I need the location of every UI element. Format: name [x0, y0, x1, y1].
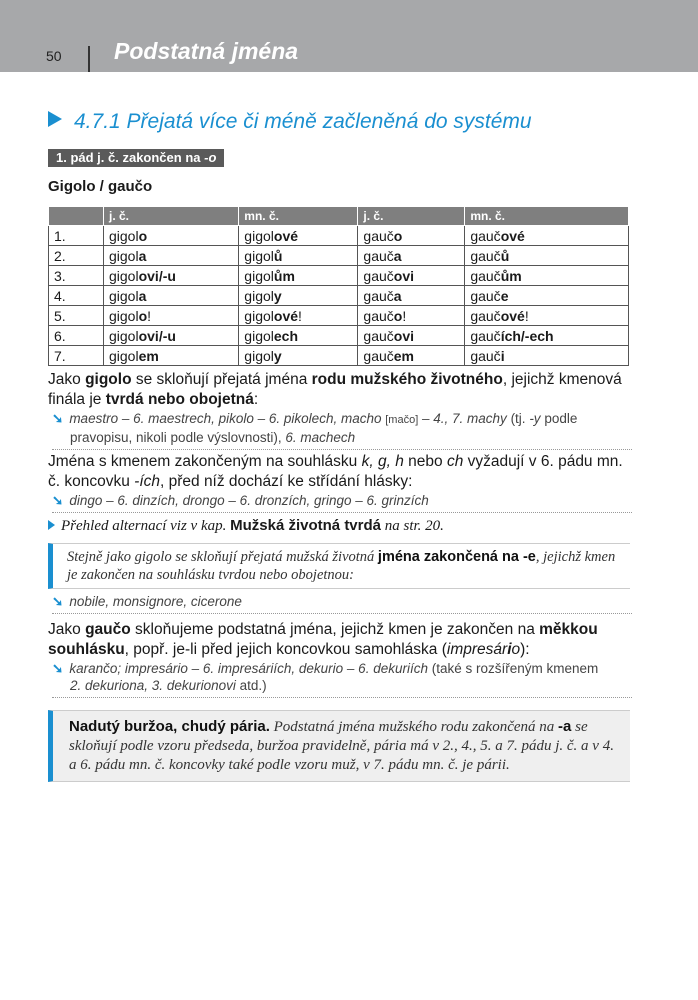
- case-tag-suffix: -o: [204, 150, 217, 165]
- example-line: nobile, monsignore, cicerone: [69, 594, 242, 609]
- table-header-row: [49, 207, 629, 226]
- note-box-a-ending: Nadutý buržoa, chudý pária. Podstatná jména mužského rodu zakončená na -a se skloňují podle vzoru předseda, buržoa pravidelně, pária má v 2., 4., 5. a 7. pádu j. č. a v 4. a 6. pádu mn. č. koncovky také podle vzoru muž, v 7. pádu mn. č. je párii.: [48, 710, 630, 782]
- arrow-icon: ➘: [52, 594, 64, 609]
- case-number-cell: 7.: [49, 346, 104, 366]
- case-number-cell: 6.: [49, 326, 104, 346]
- section-heading: [48, 110, 532, 134]
- paragraph-gigolo: Jako gigolo se skloňují přejatá jména rodu mužského životného, jejichž kmenová finála je tvrdá nebo obojetná:: [48, 371, 622, 408]
- table-cell: gigoly: [239, 286, 358, 306]
- table-cell: gaučů: [465, 246, 629, 266]
- table-cell: gaučích/-ech: [465, 326, 629, 346]
- table-header-cell: j. č.: [358, 207, 465, 226]
- table-row: [49, 226, 629, 246]
- table-row: [49, 346, 629, 366]
- table-cell: gauča: [358, 246, 465, 266]
- table-cell: gaučové: [465, 226, 629, 246]
- table-row: [49, 326, 629, 346]
- cross-reference-text: Přehled alternací viz v kap. Mužská životná tvrdá na str. 20.: [61, 517, 444, 534]
- table-cell: gauča: [358, 286, 465, 306]
- table-cell: gigoly: [239, 346, 358, 366]
- page-number: 50: [46, 48, 62, 64]
- table-cell: gigolové!: [239, 306, 358, 326]
- table-header-cell: j. č.: [104, 207, 239, 226]
- table-cell: gigolech: [239, 326, 358, 346]
- paradigm-heading: Gigolo / gaučo: [48, 178, 153, 195]
- case-number-cell: 3.: [49, 266, 104, 286]
- case-number-cell: 1.: [49, 226, 104, 246]
- table-cell: gigolovi/-u: [104, 326, 239, 346]
- cross-reference: [48, 517, 444, 535]
- page-header: [0, 0, 698, 72]
- arrow-icon: ➘: [52, 411, 64, 426]
- example-gaucho: [52, 660, 632, 698]
- table-header-cell: mn. č.: [465, 207, 629, 226]
- table-header-blank: [49, 207, 104, 226]
- table-row: [49, 266, 629, 286]
- example-e-ending: [52, 593, 632, 614]
- table-cell: gaučo: [358, 226, 465, 246]
- declension-table: [48, 206, 629, 366]
- table-cell: gigolové: [239, 226, 358, 246]
- example-kgh: [52, 492, 632, 513]
- table-cell: gauči: [465, 346, 629, 366]
- example-line: karančo; impresário – 6. impresáriích, dekurio – 6. dekuriích (také s rozšířeným kmenem: [69, 661, 599, 676]
- paragraph-kgh: Jména s kmenem zakončeným na souhlásku k, g, h nebo ch vyžadují v 6. pádu mn. č. koncovku -ích, před níž dochází ke střídání hlásky:: [48, 453, 623, 490]
- table-cell: gigolů: [239, 246, 358, 266]
- table-row: [49, 306, 629, 326]
- table-cell: gigolům: [239, 266, 358, 286]
- table-cell: gauče: [465, 286, 629, 306]
- case-number-cell: 4.: [49, 286, 104, 306]
- note-box-e-ending: Stejně jako gigolo se skloňují přejatá mužská životná jména zakončená na -e, jejichž kmen je zakončen na souhlásku tvrdou nebo obojetnou:: [48, 543, 630, 589]
- case-tag-text: 1. pád j. č. zakončen na: [56, 150, 205, 165]
- table-header-cell: mn. č.: [239, 207, 358, 226]
- table-cell: gaučům: [465, 266, 629, 286]
- table-cell: gigolovi/-u: [104, 266, 239, 286]
- example-line: maestro – 6. maestrech, pikolo – 6. pikolech, macho [mačo] – 4., 7. machy (tj. -y podle: [69, 411, 578, 426]
- table-cell: gigola: [104, 286, 239, 306]
- paragraph-gaucho: Jako gaučo skloňujeme podstatná jména, jejichž kmen je zakončen na měkkou souhlásku, popř. je-li před jejich koncovkou samohláska (impresário):: [48, 621, 598, 658]
- chapter-title: Podstatná jména: [114, 38, 299, 64]
- table-cell: gaučové!: [465, 306, 629, 326]
- example-line: dingo – 6. dinzích, drongo – 6. dronzích, gringo – 6. grinzích: [69, 493, 429, 508]
- arrow-icon: ➘: [52, 661, 64, 676]
- case-tag: [48, 149, 224, 167]
- table-cell: gigola: [104, 246, 239, 266]
- case-number-cell: 2.: [49, 246, 104, 266]
- example-line: pravopisu, nikoli podle výslovnosti), 6. machech: [70, 430, 356, 445]
- table-cell: gaučovi: [358, 266, 465, 286]
- table-cell: gaučo!: [358, 306, 465, 326]
- table-row: [49, 286, 629, 306]
- table-cell: gaučem: [358, 346, 465, 366]
- table-cell: gaučovi: [358, 326, 465, 346]
- header-divider: [88, 46, 90, 72]
- case-number-cell: 5.: [49, 306, 104, 326]
- example-line: 2. dekuriona, 3. dekurionovi atd.): [70, 678, 267, 693]
- example-gigolo: [52, 410, 632, 450]
- table-cell: gigolem: [104, 346, 239, 366]
- table-cell: gigolo: [104, 226, 239, 246]
- table-cell: gigolo!: [104, 306, 239, 326]
- triangle-marker-icon: [48, 111, 62, 127]
- table-row: [49, 246, 629, 266]
- section-title: 4.7.1 Přejatá více či méně začleněná do systému: [74, 110, 532, 133]
- arrow-icon: ➘: [52, 493, 64, 508]
- triangle-marker-icon: [48, 520, 55, 530]
